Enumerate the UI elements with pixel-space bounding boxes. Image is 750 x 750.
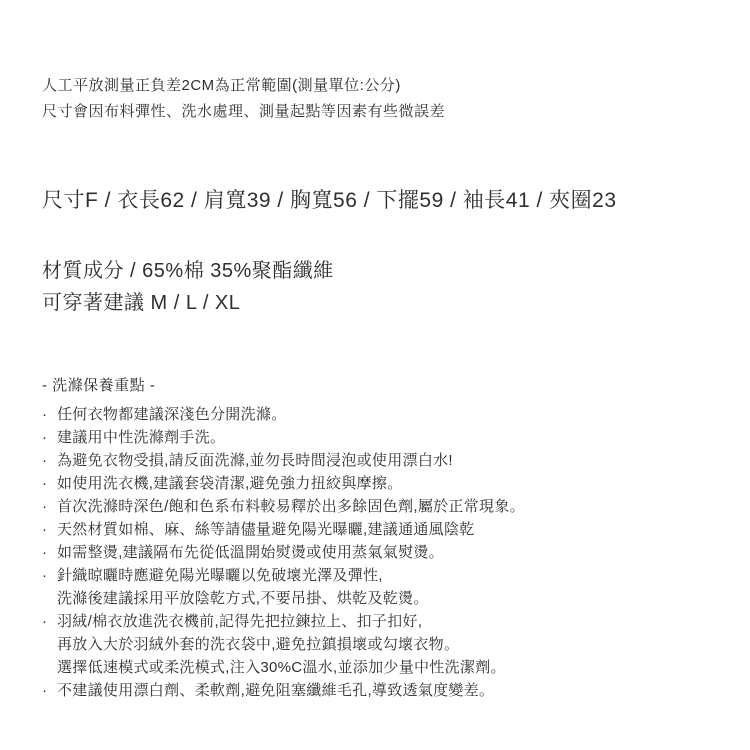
care-item-text: 為避免衣物受損,請反面洗滌,並勿長時間浸泡或使用漂白水!	[57, 452, 453, 469]
bullet-dot: ·	[42, 544, 48, 561]
care-item	[42, 403, 710, 426]
care-item-text: 針織晾曬時應避免陽光曝曬以免破壞光澤及彈性,	[57, 567, 383, 584]
care-item	[42, 495, 710, 518]
care-item-text: 洗滌後建議採用平放陰乾方式,不要吊掛、烘乾及乾燙。	[57, 590, 429, 607]
care-item-text: 建議用中性洗滌劑手洗。	[57, 429, 226, 446]
bullet-dot: ·	[42, 521, 48, 538]
bullet-dot: ·	[42, 452, 48, 469]
bullet-dot: ·	[42, 567, 48, 584]
size-spec-line: 尺寸F / 衣長62 / 肩寬39 / 胸寬56 / 下擺59 / 袖長41 / 夾圈23	[42, 189, 617, 212]
care-item-text: 如使用洗衣機,建議套袋清潔,避免強力扭絞與摩擦。	[57, 475, 403, 492]
care-item	[42, 426, 710, 449]
care-item	[42, 679, 710, 702]
bullet-dot: ·	[42, 498, 48, 515]
care-item-text: 再放入大於羽絨外套的洗衣袋中,避免拉鎮損壞或勾壞衣物。	[57, 636, 460, 653]
measurement-note-line-2: 尺寸會因布料彈性、洗水處理、測量起點等因素有些微誤差	[42, 103, 446, 120]
measurement-notes	[42, 73, 710, 125]
care-item	[42, 564, 710, 587]
material-composition-line: 材質成分 / 65%棉 35%聚酯纖維	[42, 260, 334, 282]
care-list	[42, 403, 710, 702]
care-item	[42, 449, 710, 472]
bullet-spacer	[42, 587, 57, 610]
care-item-text: 首次洗滌時深色/飽和色系布料較易釋於出多餘固色劑,屬於正常現象。	[57, 498, 525, 515]
bullet-dot: ·	[42, 682, 48, 699]
care-section-title: - 洗滌保養重點 -	[42, 377, 156, 394]
care-item-text: 選擇低速模式或柔洗模式,注入30%C溫水,並添加少量中性洗潔劑。	[57, 659, 506, 676]
care-item	[42, 610, 710, 633]
care-item-continuation	[42, 656, 710, 679]
material-block	[42, 255, 710, 319]
care-item	[42, 518, 710, 541]
bullet-spacer	[42, 633, 57, 656]
care-item-text: 如需整燙,建議隔布先從低溫開始熨燙或使用蒸氣氣熨燙。	[57, 544, 444, 561]
care-item	[42, 541, 710, 564]
bullet-dot: ·	[42, 475, 48, 492]
fit-recommendation-line: 可穿著建議 M / L / XL	[42, 292, 241, 314]
care-item-text: 羽絨/棉衣放進洗衣機前,記得先把拉鍊拉上、扣子扣好,	[57, 613, 423, 630]
care-item-text: 天然材質如棉、麻、絲等請儘量避免陽光曝曬,建議通通風陰乾	[57, 521, 475, 538]
bullet-spacer	[42, 656, 57, 679]
measurement-note-line-1: 人工平放測量正負差2CM為正常範圍(測量單位:公分)	[42, 77, 401, 94]
bullet-dot: ·	[42, 613, 48, 630]
care-item-continuation	[42, 633, 710, 656]
bullet-dot: ·	[42, 406, 48, 423]
care-item-text: 不建議使用漂白劑、柔軟劑,避免阻塞纖維毛孔,導致透氣度變差。	[57, 682, 495, 699]
care-item-text: 任何衣物都建議深淺色分開洗滌。	[57, 406, 287, 423]
care-item	[42, 472, 710, 495]
care-item-continuation	[42, 587, 710, 610]
bullet-dot: ·	[42, 429, 48, 446]
